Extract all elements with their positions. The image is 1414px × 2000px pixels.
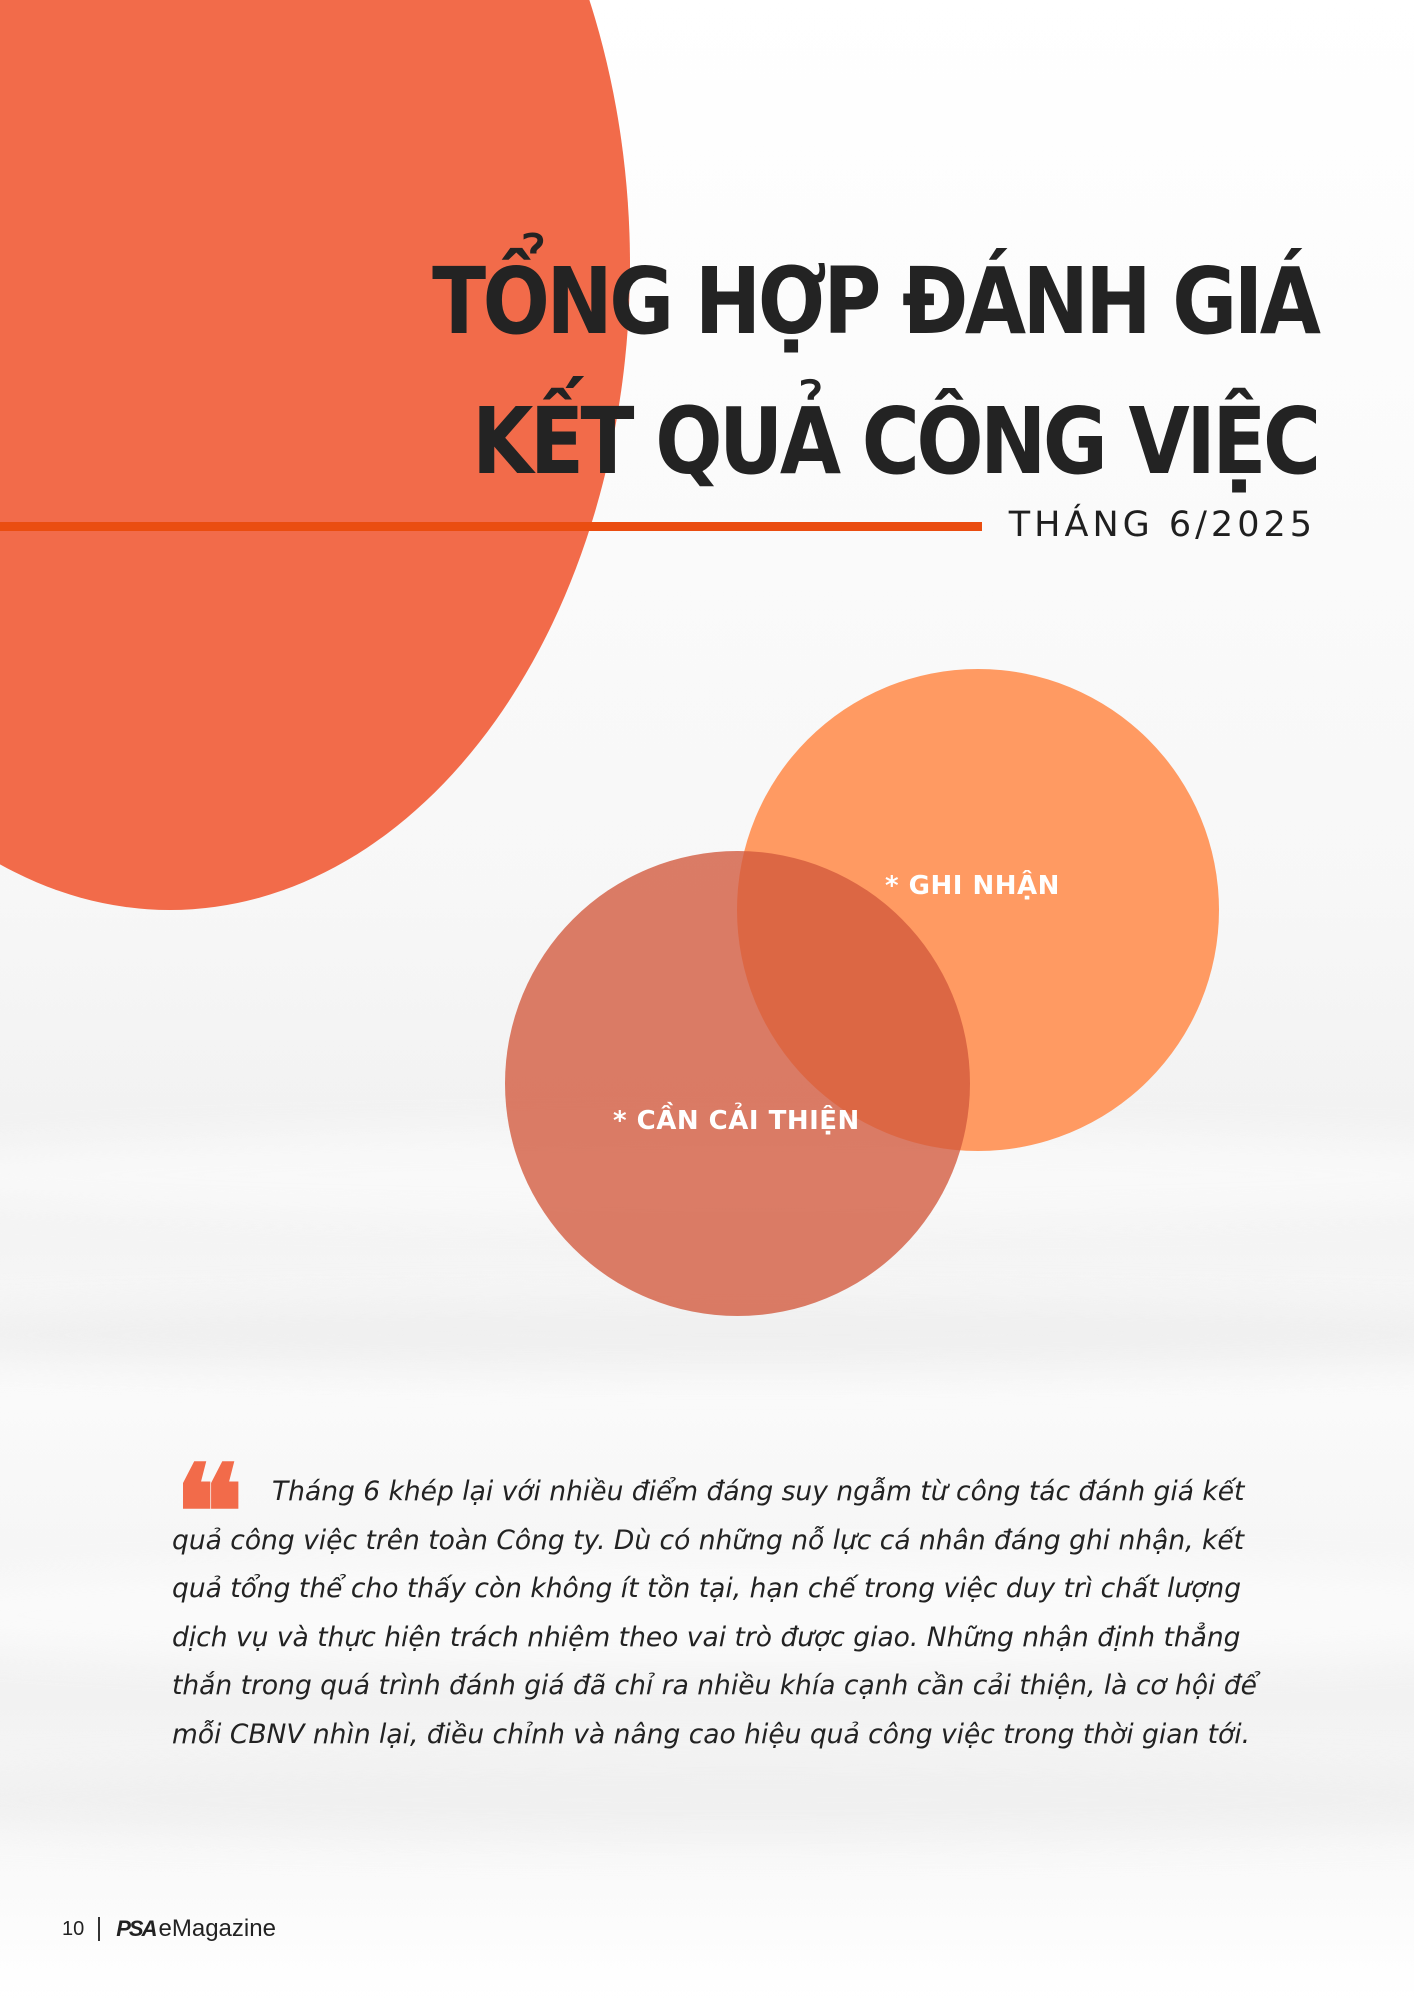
background-streak <box>0 1760 1414 1840</box>
brand-logo: PSA <box>116 1916 156 1941</box>
footer-divider <box>98 1917 100 1941</box>
title-line-1: TỔNG HỢP ĐÁNH GIÁ <box>432 248 1318 355</box>
quote-mark-icon: ❝ <box>174 1436 234 1589</box>
brand-name: eMagazine <box>158 1915 276 1942</box>
venn-label-needs-improvement: * CẦN CẢI THIỆN <box>613 1106 860 1136</box>
title-divider <box>0 522 982 531</box>
intro-quote: Tháng 6 khép lại với nhiều điểm đáng suy ngẫm từ công tác đánh giá kết quả công việc trên toàn Công ty. Dù có những nỗ lực cá nhân đáng ghi nhận, kết quả tổng thể cho thấy còn không ít tồn tại, hạn chế trong việc duy trì chất lượng dịch vụ và thực hiện trách nhiệm theo vai trò được giao. Những nhận định thẳng thắn trong quá trình đánh giá đã chỉ ra nhiều khía cạnh cần cải thiện, là cơ hội để mỗi CBNV nhìn lại, điều chỉnh và nâng cao hiệu quả công việc trong thời gian tới. <box>172 1476 1257 1750</box>
venn-label-recognized: * GHI NHẬN <box>885 871 1060 901</box>
title-line-2: KẾT QUẢ CÔNG VIỆC <box>472 388 1319 495</box>
issue-month: THÁNG 6/2025 <box>1008 505 1316 545</box>
page-footer <box>62 1915 276 1943</box>
page-number: 10 <box>62 1917 85 1940</box>
venn-circle-needs-improvement <box>505 851 970 1316</box>
page-title <box>433 232 1318 512</box>
